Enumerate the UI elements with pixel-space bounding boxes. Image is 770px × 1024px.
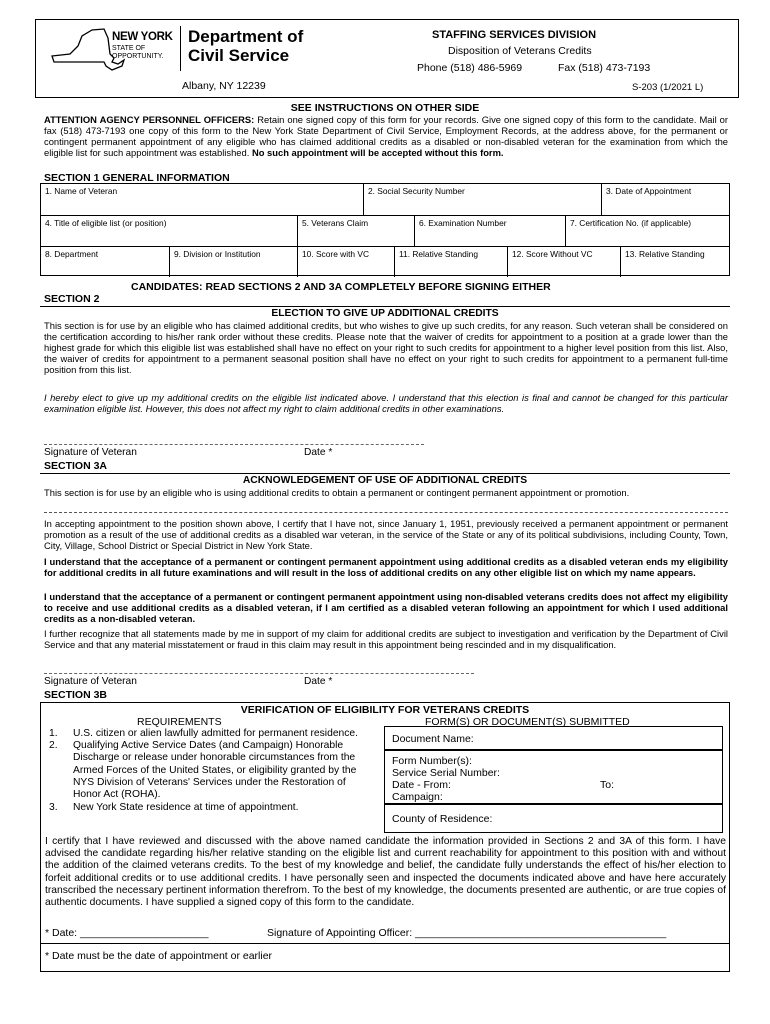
section2-signature-label: Signature of Veteran [44, 447, 137, 458]
division-title: STAFFING SERVICES DIVISION [432, 29, 597, 41]
field-title-of-eligible-list[interactable]: 4. Title of eligible list (or position) [45, 218, 167, 228]
attention-paragraph [44, 114, 728, 158]
campaign-label: Campaign: [392, 791, 443, 803]
section2-body: This section is for use by an eligible who has claimed additional credits, but who wishes to give up such credits, for any reason. Such veteran shall be considered on the certification according to his/her rank order without these credits. Please note that the waiver of credits for appointment to a position at a grade lower than the highest grade for which this eligible list was established shall have no effect on your right to such credits for appointment to a higher level position from this list. Also, the waiver of credits for appointment to a permanent seasonal position shall have no effect on your right to such credits for appointment to a permanent full-time position from this list. [44, 320, 728, 375]
logo-divider [180, 26, 181, 71]
requirement-item: 2. Qualifying Active Service Dates (and Campaign) Honorable Discharge or release under honorable circumstances from the Armed Forces of the United States, or eligibility granted by the NYS Division of Veterans' Services under the Restoration of Honor Act (ROHA). [49, 740, 357, 801]
field-veterans-claim[interactable]: 5. Veterans Claim [297, 216, 414, 247]
department-name-line2: Civil Service [188, 46, 290, 65]
section3a-rule [40, 473, 730, 474]
attention-label: ATTENTION AGENCY PERSONNEL OFFICERS: [44, 114, 255, 125]
field-relative-standing-without[interactable]: 13. Relative Standing [620, 247, 729, 277]
general-info-row-1 [41, 184, 729, 215]
document-name-box[interactable] [384, 726, 723, 750]
section3a-label: SECTION 3A [44, 460, 108, 472]
section3a-intro: This section is for use by an eligible who is using additional credits to obtain a permanent or contingent permanent appointment or promotion. [44, 487, 630, 498]
field-division-or-institution[interactable]: 9. Division or Institution [169, 247, 297, 277]
section2-title: ELECTION TO GIVE UP ADDITIONAL CREDITS [271, 308, 499, 319]
fax-number: Fax (518) 473-7193 [558, 62, 651, 74]
section3a-para1: In accepting appointment to the position shown above, I certify that I have not, since January 1, 1951, previously received a permanent appointment or permanent promotion as a result of the use of additional credits as a disabled war veteran, in the service of the State or any of its political subdivisions, including County, Town, City, Village, School District or Special District in New York State. [44, 518, 728, 551]
section3a-para2: I further recognize that all statements made by me in support of my claim for additional credits are subject to investigation and verification by the Department of Civil Service and that any material misstatement or fraud in this claim may result in this appointment being rescinded and in my disqualification. [44, 628, 728, 650]
form-number: S-203 (1/2021 L) [632, 82, 704, 93]
section2-rule [40, 306, 730, 307]
field-name-of-veteran[interactable]: 1. Name of Veteran [45, 186, 118, 196]
general-info-table [40, 183, 730, 276]
form-title: Disposition of Veterans Credits [448, 45, 592, 57]
section2-label: SECTION 2 [44, 293, 100, 305]
field-social-security-number[interactable]: 2. Social Security Number [363, 184, 601, 215]
candidates-note: CANDIDATES: READ SECTIONS 2 AND 3A COMPLETELY BEFORE SIGNING EITHER [131, 281, 551, 293]
document-name-label: Document Name: [392, 733, 474, 745]
general-info-row-2 [41, 215, 729, 246]
logo-state-of: STATE OF [112, 45, 146, 52]
phone-number: Phone (518) 486-5969 [417, 62, 523, 74]
section2-date-label: Date * [304, 447, 333, 458]
requirements-list [41, 728, 373, 814]
date-to-label: To: [600, 779, 615, 791]
section3a-bold1: I understand that the acceptance of a permanent or contingent permanent appointment using additional credits as a disabled veteran ends my eligibility for additional credits in all future examinations and will result in the loss of additional credits on any other eligible list on which my name appears. [44, 556, 728, 578]
field-examination-number[interactable]: 6. Examination Number [414, 216, 565, 247]
county-of-residence-box[interactable] [384, 804, 723, 833]
field-score-with-vc[interactable]: 10. Score with VC [297, 247, 394, 277]
section3a-signature-label: Signature of Veteran [44, 676, 137, 687]
logo-new-york: NEW YORK [112, 31, 173, 43]
forms-heading: FORM(S) OR DOCUMENT(S) SUBMITTED [425, 716, 630, 728]
field-date-of-appointment[interactable]: 3. Date of Appointment [601, 184, 729, 215]
field-relative-standing-with[interactable]: 11. Relative Standing [394, 247, 507, 277]
date-from-label: Date - From: [392, 779, 451, 791]
department-name-line1: Department of [188, 27, 304, 46]
requirement-item: 3. New York State residence at time of appointment. [49, 802, 299, 814]
section3a-date-label: Date * [304, 676, 333, 687]
form-numbers-label: Form Number(s): [392, 755, 472, 767]
field-department[interactable]: 8. Department [45, 249, 99, 259]
appointing-officer-certification: I certify that I have reviewed and discussed with the above named candidate the information provided in Sections 2 and 3A of this form. I have advised the candidate regarding his/her relative standing on the eligible list and current reachability for appointment to this position with and without the addition of the claimed veterans credits. To the best of my knowledge and belief, the candidate fully understands the effect of his/her election to forfeit additional credits or to use additional credits. I have personally seen and inspected the documents indicated above and have here accurately transcribed the necessary pertinent information therefrom. To the best of my knowledge, the documents presented are authentic, or are true copies of authentic documents. I have supplied a signed copy of this form to the candidate. [45, 836, 726, 909]
requirements-heading: REQUIREMENTS [137, 716, 222, 728]
section3a-bold2: I understand that the acceptance of a permanent or contingent permanent appointment using non-disabled veterans credits does not affect my eligibility to receive and use additional credits as a disabled veteran, if I am certified as a disabled veteran following an appointment for which I used additional credits as a non-disabled veteran. [44, 591, 728, 624]
footnote: * Date must be the date of appointment or earlier [45, 950, 273, 962]
county-of-residence-label: County of Residence: [392, 813, 493, 825]
section1-title: SECTION 1 GENERAL INFORMATION [44, 172, 230, 184]
header-box [35, 19, 739, 98]
section2-election-statement: I hereby elect to give up my additional credits on the eligible list indicated above. I understand that this election is final and cannot be changed for this particular examination eligible list. However, this does not affect my right to claim additional credits in other examinations. [44, 392, 728, 414]
section3b-title: VERIFICATION OF ELIGIBILITY FOR VETERANS CREDITS [240, 704, 530, 716]
department-address: Albany, NY 12239 [182, 80, 266, 92]
officer-date-field[interactable]: * Date: ______________________ [45, 927, 209, 939]
see-instructions: SEE INSTRUCTIONS ON OTHER SIDE [290, 102, 480, 114]
section3a-dashed-separator [44, 512, 728, 513]
section2-signature-line [44, 444, 424, 445]
section3a-title: ACKNOWLEDGEMENT OF USE OF ADDITIONAL CREDITS [242, 475, 528, 486]
logo-opportunity: OPPORTUNITY. [112, 53, 164, 60]
section3b-label: SECTION 3B [44, 689, 108, 701]
service-details-box[interactable] [384, 750, 723, 804]
service-serial-label: Service Serial Number: [392, 767, 500, 779]
appointing-officer-signature[interactable]: Signature of Appointing Officer: ___________________________________________ [267, 927, 667, 939]
general-info-row-3 [41, 246, 729, 276]
field-certification-number[interactable]: 7. Certification No. (if applicable) [565, 216, 729, 247]
section3a-signature-line [44, 673, 474, 674]
section3b-box [40, 702, 730, 972]
footnote-rule [41, 943, 729, 944]
requirement-item: 1. U.S. citizen or alien lawfully admitted for permanent residence. [49, 728, 359, 739]
attention-text: Retain one signed copy of this form for your records. Give one signed copy of this form to the candidate. Mail or fax (518) 473-7193 one copy of this form to the New York State Department of Civil Service, Employment Records, at the address above, for the permanent or contingent permanent appointment of any eligible who has claimed additional credits as a disabled or non-disabled veteran for the examination from which the eligible list for such appointment was established. [44, 114, 728, 158]
field-score-without-vc[interactable]: 12. Score Without VC [507, 247, 620, 277]
attention-bold-end: No such appointment will be accepted without this form. [251, 147, 504, 158]
